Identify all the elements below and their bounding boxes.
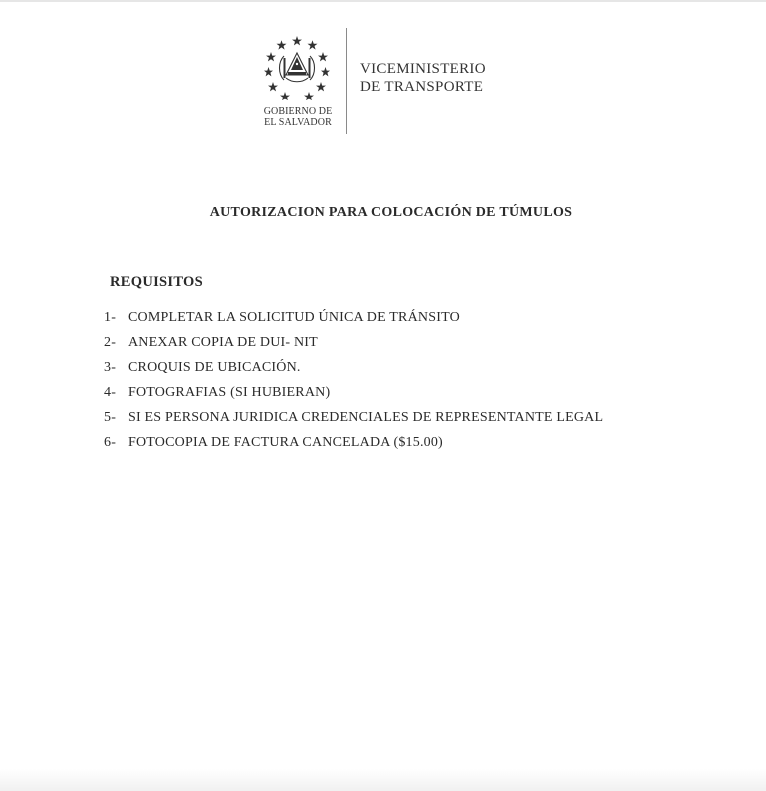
page-bottom-edge xyxy=(0,769,766,791)
government-name xyxy=(258,106,338,128)
ministry-name-line1: VICEMINISTERIO xyxy=(360,61,486,77)
requirement-number: 1- xyxy=(104,310,117,325)
coat-of-arms-icon xyxy=(264,34,330,100)
requirements-heading: REQUISITOS xyxy=(110,274,203,290)
requirement-number: 6- xyxy=(104,435,117,450)
government-name-line1: GOBIERNO DE xyxy=(263,106,333,117)
requirement-item xyxy=(104,334,603,359)
requirement-number: 3- xyxy=(104,360,117,375)
ministry-name xyxy=(360,60,486,96)
document-title: AUTORIZACION PARA COLOCACIÓN DE TÚMULOS xyxy=(209,205,573,220)
requirement-item xyxy=(104,359,603,384)
page-top-edge xyxy=(0,0,766,2)
requirements-list xyxy=(104,309,603,459)
ministry-name-line2: DE TRANSPORTE xyxy=(360,79,484,95)
requirement-item xyxy=(104,309,603,334)
requirement-number: 4- xyxy=(104,385,117,400)
requirement-item xyxy=(104,384,603,409)
requirement-text: COMPLETAR LA SOLICITUD ÚNICA DE TRÁNSITO xyxy=(128,310,460,325)
requirement-item xyxy=(104,409,603,434)
requirement-text: SI ES PERSONA JURIDICA CREDENCIALES DE REPRESENTANTE LEGAL xyxy=(128,410,604,425)
requirement-text: CROQUIS DE UBICACIÓN. xyxy=(128,360,301,375)
requirement-number: 2- xyxy=(104,335,117,350)
requirement-text: FOTOCOPIA DE FACTURA CANCELADA ($15.00) xyxy=(128,435,443,450)
requirement-item xyxy=(104,434,603,459)
header-divider xyxy=(346,28,347,134)
requirement-text: FOTOGRAFIAS (SI HUBIERAN) xyxy=(128,385,331,400)
requirement-text: ANEXAR COPIA DE DUI- NIT xyxy=(128,335,318,350)
government-name-line2: EL SALVADOR xyxy=(264,117,332,128)
letterhead xyxy=(258,28,508,136)
requirement-number: 5- xyxy=(104,410,117,425)
